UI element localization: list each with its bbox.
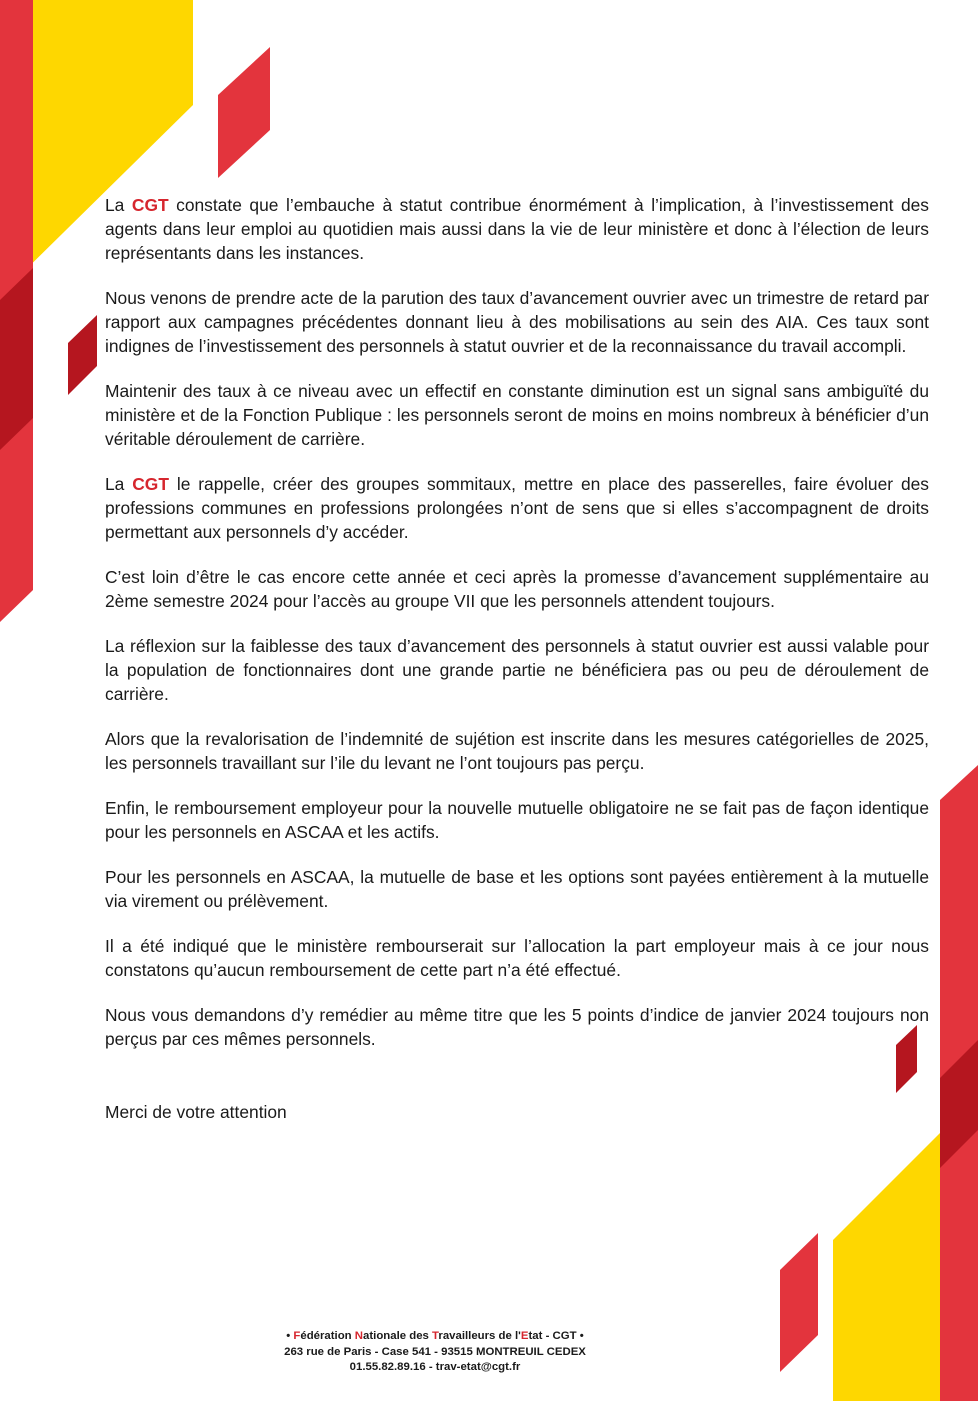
- footer-address: 263 rue de Paris - Case 541 - 93515 MONTREUIL CEDEX: [284, 1345, 586, 1358]
- footer-organization: • Fédération Nationale des Travailleurs de l'Etat - CGT •: [286, 1330, 584, 1342]
- red-bottom-parallelogram: [780, 1233, 818, 1372]
- paragraph-9: Pour les personnels en ASCAA, la mutuelle de base et les options sont payées entièrement à la mutuelle via virement ou prélèvement.: [105, 867, 929, 911]
- dark-red-left-stripe: [0, 268, 33, 450]
- footer-contact: 01.55.82.89.16 - trav-etat@cgt.fr: [349, 1361, 521, 1373]
- letter-body: [105, 193, 929, 1124]
- cgt-acronym: CGT: [131, 195, 169, 215]
- footer: [250, 1329, 620, 1376]
- closing-line: Merci de votre attention: [105, 1102, 287, 1122]
- yellow-bottom-right-shape: [833, 1133, 940, 1401]
- paragraph-4: La CGT le rappelle, créer des groupes sommitaux, mettre en place des passerelles, faire évoluer des professions communes en professions prolongées n’ont de sens que si elles s’accompagnent de droits permettant aux personnels d’y accéder.: [105, 474, 929, 542]
- paragraph-6: La réflexion sur la faiblesse des taux d’avancement des personnels à statut ouvrier est aussi valable pour la population de fonctionnaires dont une grande partie ne bénéficiera pas ou peu de déroulement de carrière.: [105, 636, 929, 704]
- paragraph-5: C’est loin d’être le cas encore cette année et ceci après la promesse d’avancement supplémentaire au 2ème semestre 2024 pour l’accès au groupe VII que les personnels attendent toujours.: [105, 567, 929, 611]
- paragraph-3: Maintenir des taux à ce niveau avec un effectif en constante diminution est un signal sans ambiguïté du ministère et de la Fonction Publique : les personnels seront de moins en moins nombreux à bénéficier d’un véritable déroulement de carrière.: [105, 381, 929, 449]
- paragraph-2: Nous venons de prendre acte de la parution des taux d’avancement ouvrier avec un trimestre de retard par rapport aux campagnes précédentes donnant lieu à des mobilisations au sein des AIA. Ces taux sont indignes de l’investissement des personnels à statut ouvrier et de la reconnaissance du travail accompli.: [105, 288, 929, 356]
- dark-red-small-parallelogram-left: [68, 315, 97, 395]
- cgt-acronym: CGT: [132, 474, 169, 494]
- paragraph-10: Il a été indiqué que le ministère rembourserait sur l’allocation la part employeur mais à ce jour nous constatons qu’aucun remboursement de cette part n’a été effectué.: [105, 936, 929, 980]
- paragraph-7: Alors que la revalorisation de l’indemnité de sujétion est inscrite dans les mesures catégorielles de 2025, les personnels travaillant sur l’ile du levant ne l’ont toujours pas perçu.: [105, 729, 929, 773]
- paragraph-11: Nous vous demandons d’y remédier au même titre que les 5 points d’indice de janvier 2024 toujours non perçus par ces mêmes personnels.: [105, 1005, 929, 1049]
- red-top-parallelogram: [218, 47, 270, 178]
- paragraph-8: Enfin, le remboursement employeur pour la nouvelle mutuelle obligatoire ne se fait pas de façon identique pour les personnels en ASCAA et les actifs.: [105, 798, 929, 842]
- paragraph-1: La CGT constate que l’embauche à statut contribue énormément à l’implication, à l’investissement des agents dans leur emploi au quotidien mais aussi dans la vie de leur ministère et donc à l’élection de leurs représentants dans les instances.: [105, 195, 929, 263]
